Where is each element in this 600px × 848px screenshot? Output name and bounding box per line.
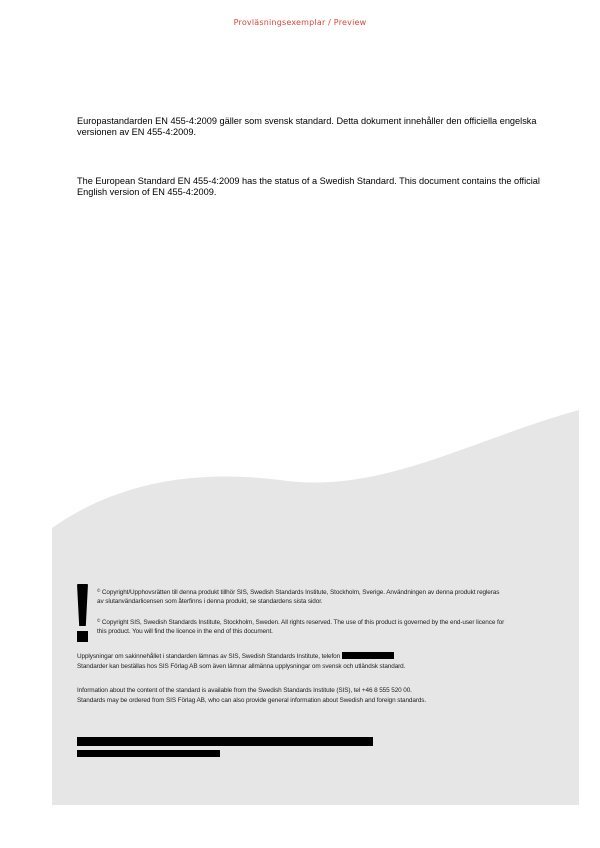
redacted-block-1 xyxy=(77,737,373,746)
info-english-line2: Standards may be ordered from SIS Förlag AB, who can also provide general information about Swedish and foreign standards. xyxy=(77,697,427,704)
preview-watermark: Provläsningsexemplar / Preview xyxy=(233,18,367,27)
info-english-line1: Information about the content of the standard is available from the Swedish Standards Institute (SIS), tel +46 8 555 520 00. xyxy=(77,687,412,694)
info-english xyxy=(77,686,517,706)
info-swedish-line2: Standarder kan beställas hos SIS Förlag AB som även lämnar allmänna upplysningar om svensk och utländsk standard. xyxy=(77,663,406,670)
copyright-english: © Copyright SIS, Swedish Standards Institute, Stockholm, Sweden. All rights reserved. The use of this product is governed by the end-user licence for this product. You will find the licence in the end of this document. xyxy=(97,618,505,635)
intro-swedish: Europastandarden EN 455-4:2009 gäller som svensk standard. Detta dokument innehåller den officiella engelska versionen av EN 455-4:2009. xyxy=(77,116,537,137)
redacted-block-2 xyxy=(77,750,220,757)
info-swedish-line1: Upplysningar om sakinnehållet i standarden lämnas av SIS, Swedish Standards Institute, telefon xyxy=(77,653,341,660)
redacted-phone xyxy=(342,652,394,659)
copyright-swedish: © Copyright/Upphovsrätten till denna produkt tillhör SIS, Swedish Standards Institute, Stockholm, Sverige. Användningen av denna produkt regleras av slutanvändarlicensen som återfinns i denna produkt, se standardens sista sidor. xyxy=(97,588,500,605)
warning-exclamation-icon xyxy=(76,584,89,644)
intro-english: The European Standard EN 455-4:2009 has the status of a Swedish Standard. This document contains the official English version of EN 455-4:2009. xyxy=(77,176,540,197)
info-swedish xyxy=(77,652,517,672)
